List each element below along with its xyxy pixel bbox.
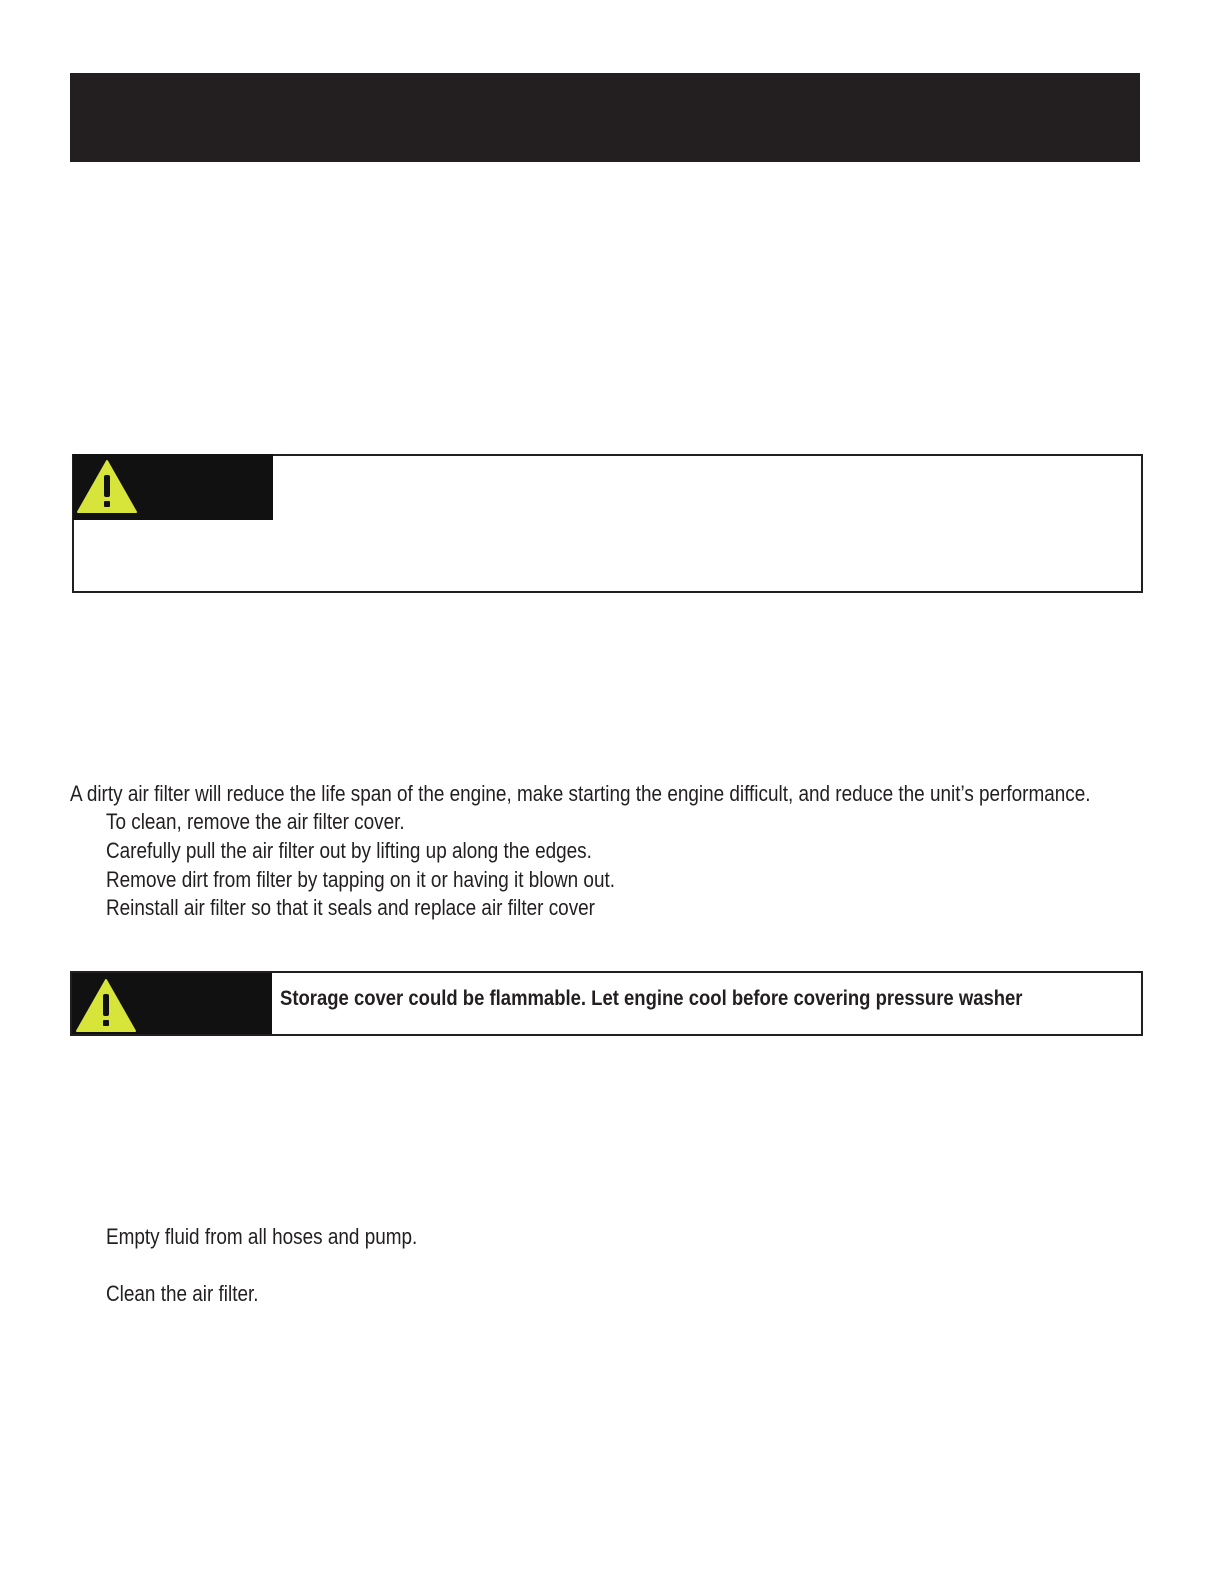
warning-label-1: [73, 454, 273, 520]
warning-text-2: Storage cover could be flammable. Let engine cool before covering pressure washer: [280, 987, 1023, 1010]
storage-step-1: Empty fluid from all hoses and pump.: [106, 1224, 418, 1249]
air-filter-step-3: Remove dirt from filter by tapping on it or having it blown out.: [106, 867, 615, 892]
air-filter-step-4: Reinstall air filter so that it seals and replace air filter cover: [106, 895, 595, 920]
air-filter-step-2: Carefully pull the air filter out by lifting up along the edges.: [106, 838, 592, 863]
warning-label-2: [72, 973, 272, 1034]
section-header-bar: [70, 73, 1140, 162]
warning-box-2: [70, 971, 1143, 1036]
warning-box-1: [72, 454, 1143, 593]
warning-triangle-icon: [76, 458, 138, 514]
air-filter-step-1: To clean, remove the air filter cover.: [106, 809, 405, 834]
warning-triangle-icon: [75, 977, 137, 1033]
storage-step-2: Clean the air filter.: [106, 1281, 259, 1306]
air-filter-intro: A dirty air filter will reduce the life span of the engine, make starting the engine difficult, and reduce the unit’s performance.: [70, 781, 1091, 806]
